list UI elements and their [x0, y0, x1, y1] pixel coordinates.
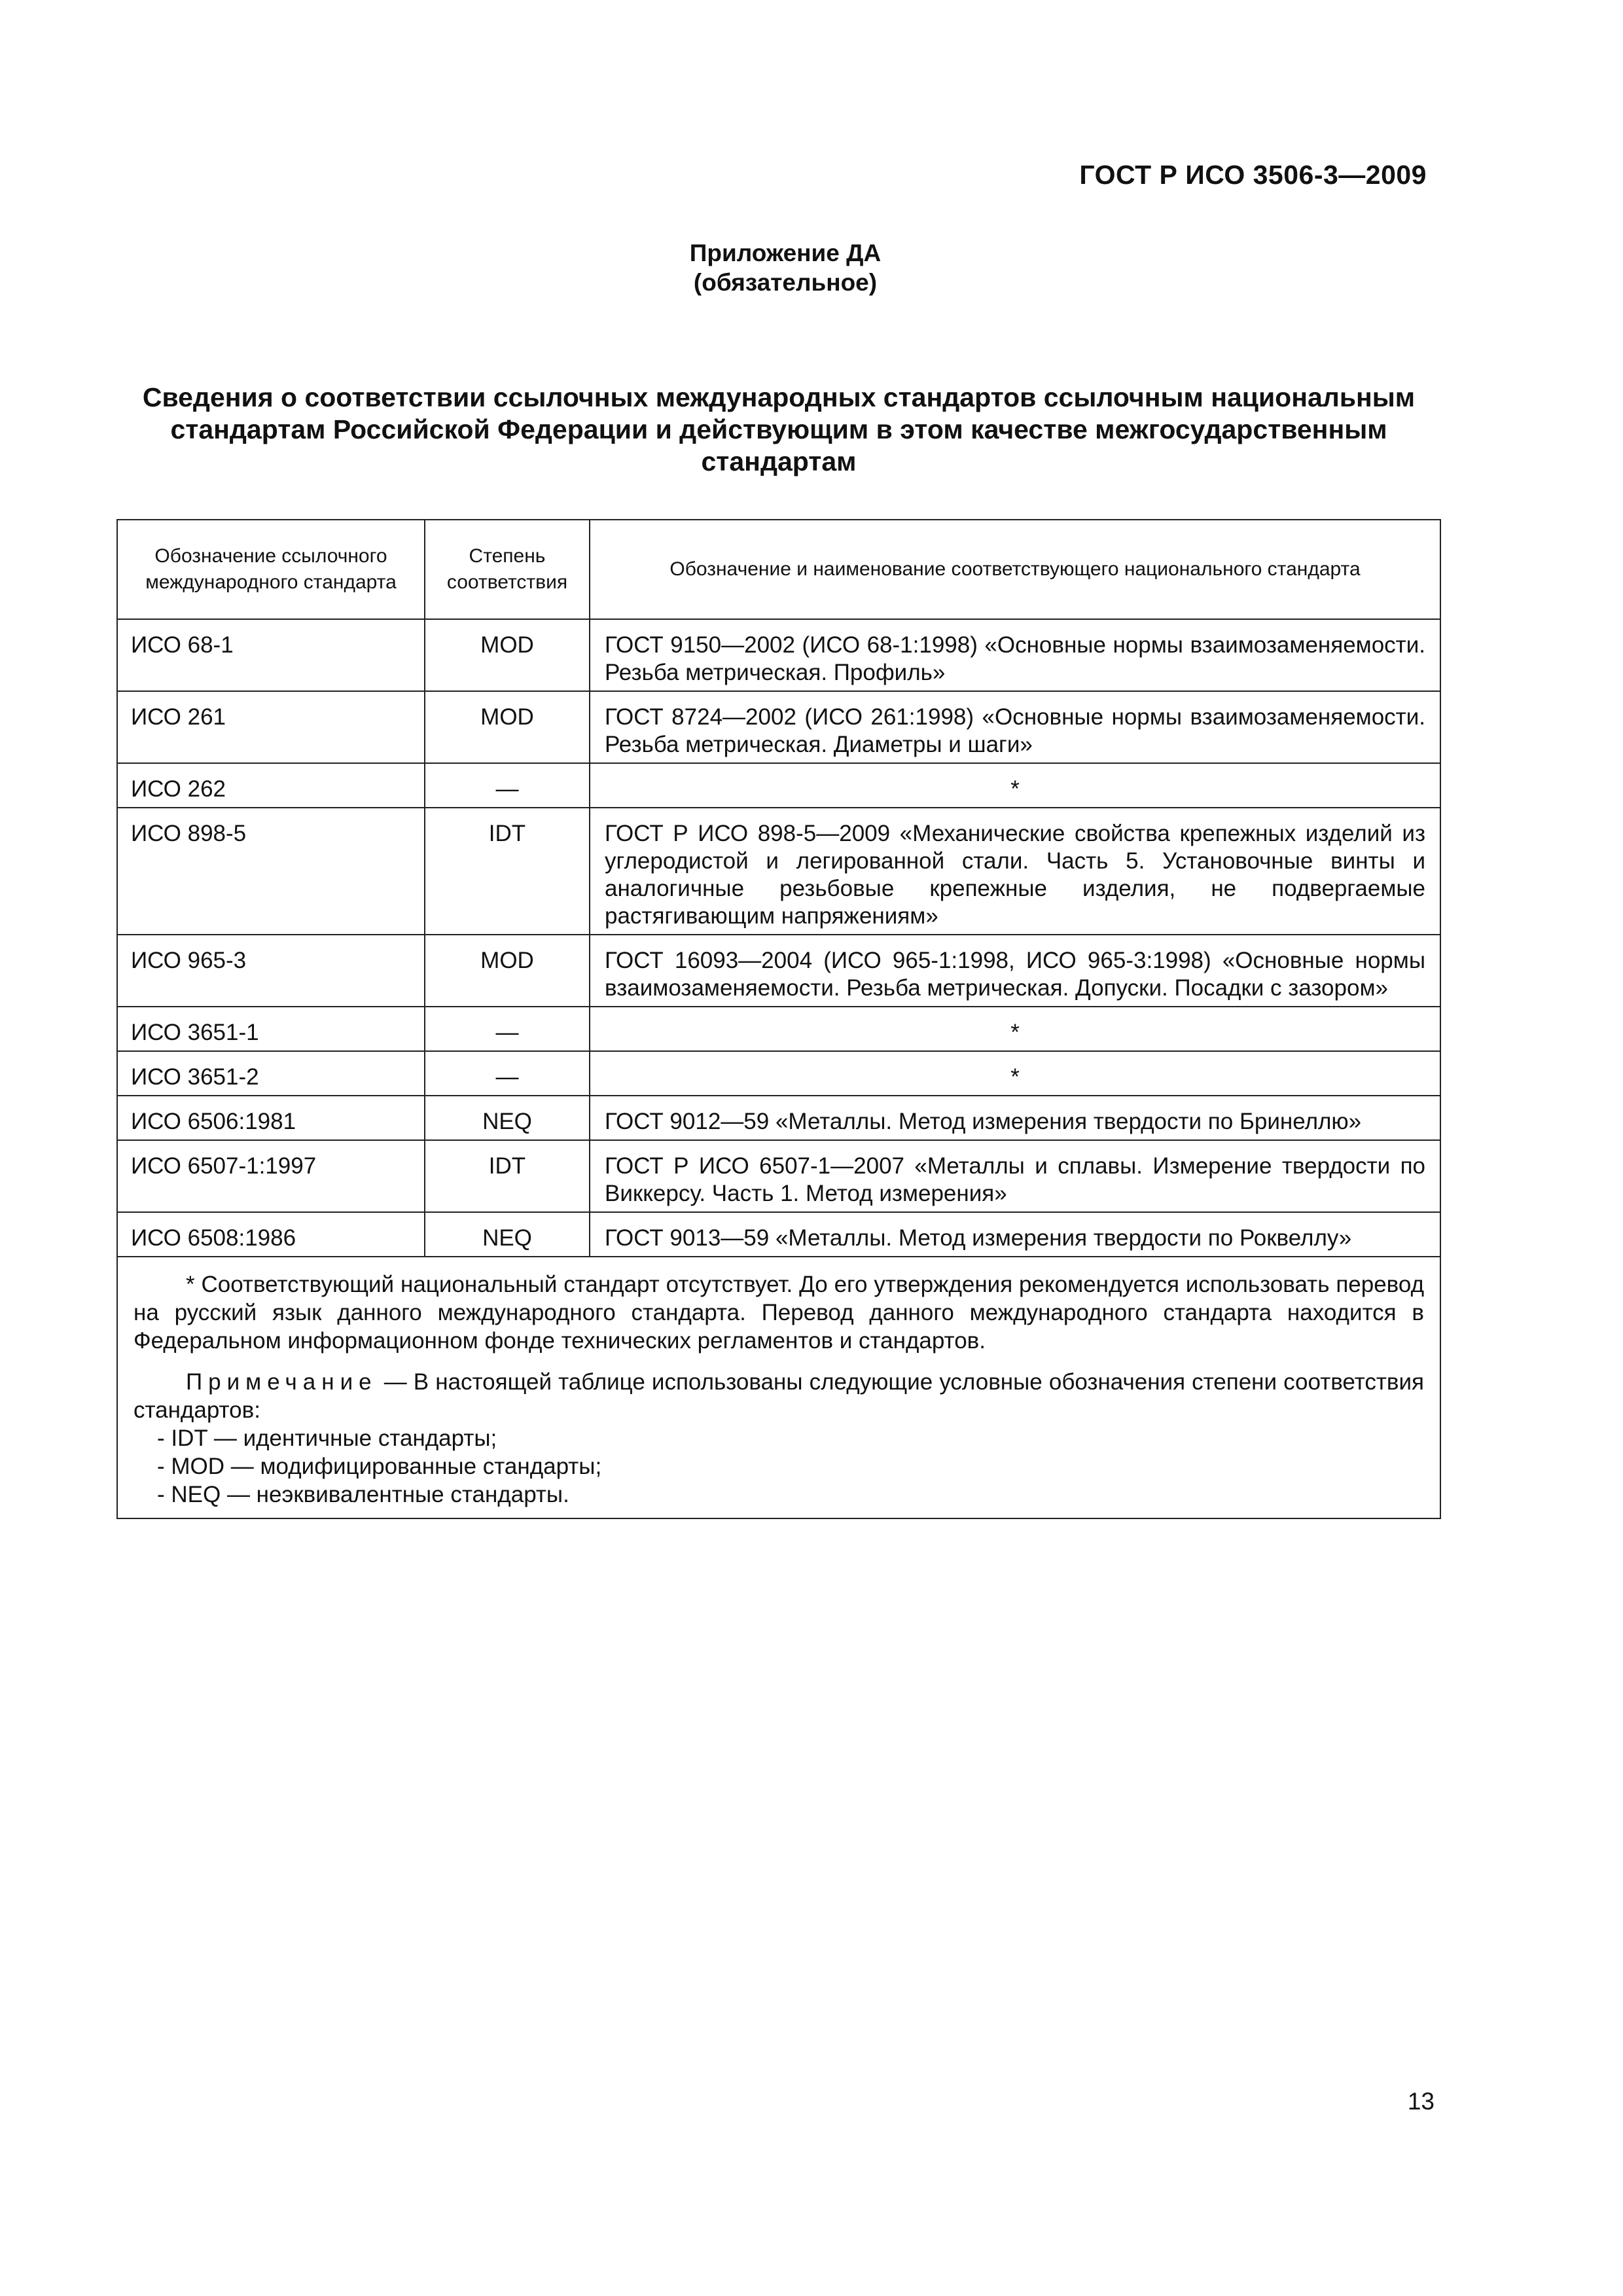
table-row	[117, 691, 1440, 763]
note-label: Примечание	[186, 1369, 378, 1395]
table-row	[117, 763, 1440, 808]
cell-international-standard: ИСО 261	[117, 691, 425, 763]
note-list	[134, 1424, 1424, 1509]
cell-degree: —	[425, 1051, 590, 1096]
cell-national-standard: *	[590, 763, 1440, 808]
cell-degree: NEQ	[425, 1096, 590, 1140]
cell-national-standard: *	[590, 1051, 1440, 1096]
cell-international-standard: ИСО 3651-2	[117, 1051, 425, 1096]
cell-national-standard: ГОСТ 16093—2004 (ИСО 965-1:1998, ИСО 965-3:1998) «Основные нормы взаимозаменяемости. Резьба метрическая. Допуски. Посадки с зазором»	[590, 935, 1440, 1007]
cell-national-standard: *	[590, 1007, 1440, 1051]
cell-national-standard: ГОСТ 9150—2002 (ИСО 68-1:1998) «Основные нормы взаимозаменяемости. Резьба метрическая. Профиль»	[590, 619, 1440, 691]
column-header-national: Обозначение и наименование соответствующего национального стандарта	[590, 520, 1440, 619]
cell-international-standard: ИСО 898-5	[117, 808, 425, 935]
cell-international-standard: ИСО 6507-1:1997	[117, 1140, 425, 1212]
column-header-international: Обозначение ссылочного международного стандарта	[117, 520, 425, 619]
cell-degree: MOD	[425, 935, 590, 1007]
cell-degree: MOD	[425, 691, 590, 763]
cell-degree: MOD	[425, 619, 590, 691]
table-row	[117, 1212, 1440, 1257]
appendix-status: (обязательное)	[693, 269, 878, 296]
cell-degree: IDT	[425, 1140, 590, 1212]
note-text: — В настоящей таблице использованы следующие условные обозначения степени соответствия стандартов:	[134, 1369, 1424, 1423]
appendix-label: Приложение ДА	[689, 240, 882, 266]
table-row	[117, 1007, 1440, 1051]
table-footnote: * Соответствующий национальный стандарт отсутствует. До его утверждения рекомендуется использовать перевод на русский язык данного международного стандарта. Перевод данного международного стандарта находится в Федеральном информационном фонде технических регламентов и стандартов.	[134, 1272, 1424, 1354]
column-header-degree: Степень соответствия	[425, 520, 590, 619]
table-note	[134, 1368, 1424, 1424]
table-row	[117, 619, 1440, 691]
standards-correspondence-table	[116, 519, 1441, 1519]
cell-national-standard: ГОСТ 9013—59 «Металлы. Метод измерения твердости по Роквеллу»	[590, 1212, 1440, 1257]
cell-international-standard: ИСО 68-1	[117, 619, 425, 691]
cell-degree: —	[425, 1007, 590, 1051]
page-number: 13	[1407, 2088, 1435, 2115]
cell-degree: —	[425, 763, 590, 808]
cell-degree: IDT	[425, 808, 590, 935]
standards-table-container	[116, 519, 1440, 1519]
cell-international-standard: ИСО 965-3	[117, 935, 425, 1007]
cell-national-standard: ГОСТ 8724—2002 (ИСО 261:1998) «Основные нормы взаимозаменяемости. Резьба метрическая. Диаметры и шаги»	[590, 691, 1440, 763]
table-notes-row	[117, 1257, 1440, 1518]
appendix-heading	[0, 238, 1571, 297]
table-header-row	[117, 520, 1440, 619]
cell-international-standard: ИСО 6506:1981	[117, 1096, 425, 1140]
table-row	[117, 1140, 1440, 1212]
page-title: Сведения о соответствии ссылочных международных стандартов ссылочным национальным стандартам Российской Федерации и действующим в этом качестве межгосударственным стандартам	[142, 382, 1416, 476]
cell-degree: NEQ	[425, 1212, 590, 1257]
cell-international-standard: ИСО 262	[117, 763, 425, 808]
table-row	[117, 935, 1440, 1007]
cell-national-standard: ГОСТ Р ИСО 898-5—2009 «Механические свойства крепежных изделий из углеродистой и легированной стали. Часть 5. Установочные винты и аналогичные резьбовые крепежные изделия, не подвергаемые растягивающим напряжениям»	[590, 808, 1440, 935]
list-item: - NEQ — неэквивалентные стандарты.	[157, 1482, 569, 1507]
table-row	[117, 808, 1440, 935]
list-item: - IDT — идентичные стандарты;	[157, 1426, 497, 1451]
table-row	[117, 1051, 1440, 1096]
cell-national-standard: ГОСТ 9012—59 «Металлы. Метод измерения твердости по Бринеллю»	[590, 1096, 1440, 1140]
table-notes	[117, 1257, 1440, 1518]
cell-national-standard: ГОСТ Р ИСО 6507-1—2007 «Металлы и сплавы. Измерение твердости по Виккерсу. Часть 1. Метод измерения»	[590, 1140, 1440, 1212]
table-row	[117, 1096, 1440, 1140]
cell-international-standard: ИСО 6508:1986	[117, 1212, 425, 1257]
cell-international-standard: ИСО 3651-1	[117, 1007, 425, 1051]
document-id: ГОСТ Р ИСО 3506-3—2009	[1079, 160, 1427, 190]
list-item: - MOD — модифицированные стандарты;	[157, 1454, 602, 1479]
